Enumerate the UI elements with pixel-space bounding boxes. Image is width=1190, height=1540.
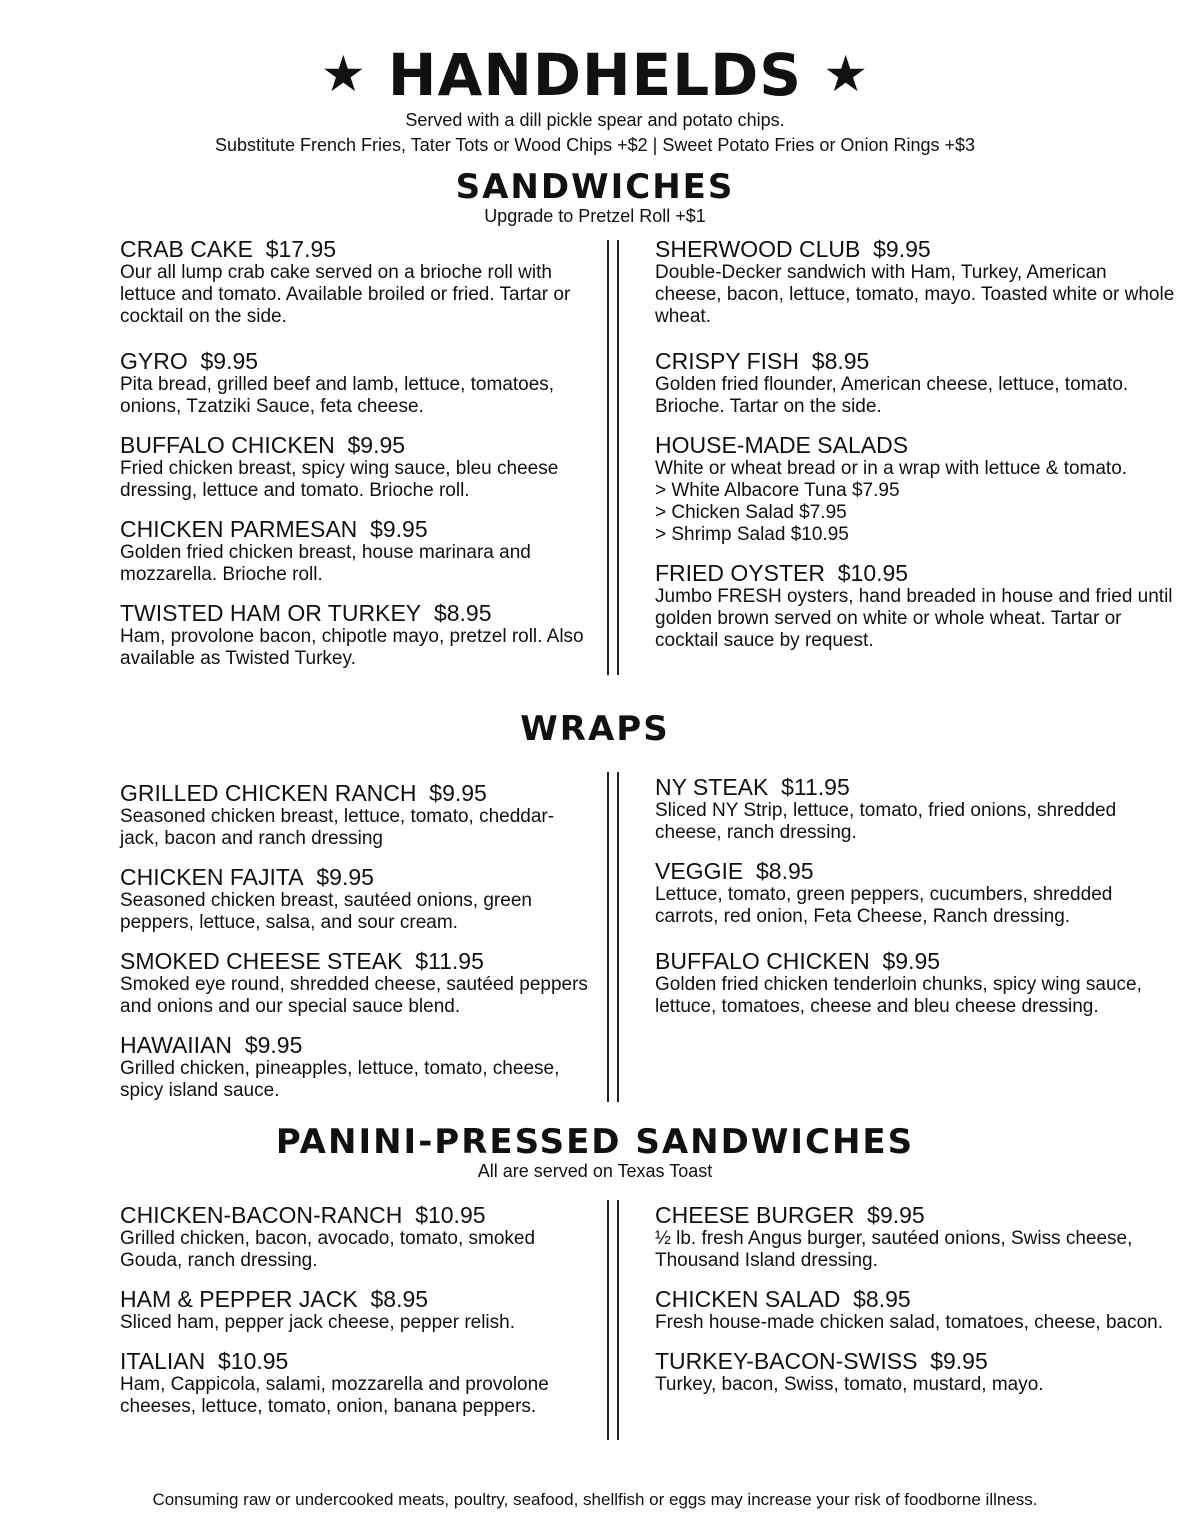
menu-item <box>655 432 1175 546</box>
menu-item <box>655 560 1175 652</box>
item-price: $9.95 <box>429 780 487 806</box>
item-description: Double-Decker sandwich with Ham, Turkey, American cheese, bacon, lettuce, tomato, mayo. Toasted white or whole wheat. <box>655 262 1175 327</box>
item-description: Seasoned chicken breast, lettuce, tomato, cheddar-jack, bacon and ranch dressing <box>120 806 555 849</box>
item-description <box>655 458 1175 546</box>
item-name: BUFFALO CHICKEN <box>655 948 870 974</box>
item-description: Ham, Cappicola, salami, mozzarella and provolone cheeses, lettuce, tomato, onion, banana peppers. <box>120 1374 549 1417</box>
section-title-wraps: WRAPS <box>520 709 670 749</box>
item-heading <box>655 774 1175 800</box>
item-name: CHICKEN FAJITA <box>120 864 304 890</box>
item-heading <box>120 432 590 458</box>
menu-item <box>120 1202 590 1272</box>
item-description: Jumbo FRESH oysters, hand breaded in house and fried until golden brown served on white or whole wheat. Tartar or cocktail sauce by request. <box>655 586 1173 651</box>
item-description: Ham, provolone bacon, chipotle mayo, pretzel roll. Also available as Twisted Turkey. <box>120 626 584 669</box>
item-price: $17.95 <box>265 236 337 262</box>
menu-item <box>655 236 1175 328</box>
menu-item <box>120 600 590 670</box>
item-name: TWISTED HAM OR TURKEY <box>120 600 422 626</box>
item-name: SHERWOOD CLUB <box>655 236 861 262</box>
item-heading <box>655 1348 1175 1374</box>
menu-item <box>120 864 590 934</box>
item-name: BUFFALO CHICKEN <box>120 432 335 458</box>
item-description: Sliced NY Strip, lettuce, tomato, fried onions, shredded cheese, ranch dressing. <box>655 800 1117 843</box>
menu-item <box>655 774 1175 844</box>
item-name: HAM & PEPPER JACK <box>120 1286 358 1312</box>
substitution-note: Substitute French Fries, Tater Tots or Wood Chips +$2 | Sweet Potato Fries or Onion Rings +$3 <box>214 135 976 155</box>
wraps-left-column <box>120 780 590 1116</box>
item-price: $10.95 <box>837 560 909 586</box>
item-description: Our all lump crab cake served on a brioche roll with lettuce and tomato. Available broiled or fried. Tartar or cocktail on the side. <box>120 262 571 327</box>
menu-item <box>120 1348 590 1418</box>
menu-item <box>655 1286 1175 1334</box>
item-heading <box>655 1286 1175 1312</box>
item-description: Lettuce, tomato, green peppers, cucumbers, shredded carrots, red onion, Feta Cheese, Ranch dressing. <box>655 884 1113 927</box>
page-title <box>0 41 1190 109</box>
item-description-text: White or wheat bread or in a wrap with lettuce & tomato. <box>655 458 1128 479</box>
section-subtitle-sandwiches: Upgrade to Pretzel Roll +$1 <box>484 206 706 226</box>
item-description: Pita bread, grilled beef and lamb, lettuce, tomatoes, onions, Tzatziki Sauce, feta cheese. <box>120 374 555 417</box>
column-divider <box>607 772 619 1102</box>
item-description: Grilled chicken, pineapples, lettuce, tomato, cheese, spicy island sauce. <box>120 1058 560 1101</box>
menu-item <box>120 780 590 850</box>
item-heading <box>120 1032 590 1058</box>
sandwiches-right-column <box>655 236 1175 666</box>
salad-option: > Shrimp Salad $10.95 <box>655 524 849 545</box>
item-price: $11.95 <box>781 774 850 800</box>
menu-item <box>655 858 1175 928</box>
item-name: CHICKEN PARMESAN <box>120 516 358 542</box>
item-heading <box>120 864 590 890</box>
menu-item <box>120 516 590 586</box>
item-price: $9.95 <box>867 1202 925 1228</box>
star-icon: ★ <box>320 45 367 103</box>
column-divider <box>607 1200 619 1440</box>
section-title-sandwiches: SANDWICHES <box>455 167 735 207</box>
panini-left-column <box>120 1202 590 1432</box>
item-name: HOUSE-MADE SALADS <box>655 432 909 458</box>
column-divider <box>607 240 619 675</box>
wraps-right-column <box>655 774 1175 1032</box>
item-description: ½ lb. fresh Angus burger, sautéed onions, Swiss cheese, Thousand Island dressing. <box>655 1228 1133 1271</box>
item-price: $9.95 <box>370 516 428 542</box>
item-name: CHEESE BURGER <box>655 1202 855 1228</box>
served-with-note: Served with a dill pickle spear and potato chips. <box>405 110 785 130</box>
item-price: $9.95 <box>882 948 941 974</box>
allergy-disclaimer: Consuming raw or undercooked meats, poultry, seafood, shellfish or eggs may increase your risk of foodborne illness. <box>152 1490 1038 1509</box>
item-price: $9.95 <box>873 236 931 262</box>
menu-item <box>120 348 590 418</box>
menu-item <box>120 1032 590 1102</box>
item-description: Seasoned chicken breast, sautéed onions, green peppers, lettuce, salsa, and sour cream. <box>120 890 532 933</box>
menu-item <box>655 1348 1175 1396</box>
item-price: $10.95 <box>415 1202 486 1228</box>
item-name: CHICKEN-BACON-RANCH <box>120 1202 403 1228</box>
item-price: $8.95 <box>433 600 492 626</box>
item-description: Smoked eye round, shredded cheese, sautéed peppers and onions and our special sauce blend. <box>120 974 588 1017</box>
star-icon: ★ <box>823 45 870 103</box>
item-heading <box>655 858 1175 884</box>
item-name: VEGGIE <box>655 858 744 884</box>
item-heading <box>120 1348 590 1374</box>
menu-item <box>120 432 590 502</box>
title-text: HANDHELDS <box>387 41 803 109</box>
item-name: CRAB CAKE <box>120 236 253 262</box>
item-name: NY STEAK <box>655 774 769 800</box>
item-name: SMOKED CHEESE STEAK <box>120 948 403 974</box>
item-name: ITALIAN <box>120 1348 206 1374</box>
menu-item <box>120 1286 590 1334</box>
item-description: Turkey, bacon, Swiss, tomato, mustard, mayo. <box>655 1374 1044 1395</box>
salad-option: > White Albacore Tuna $7.95 <box>655 480 900 501</box>
section-subtitle-panini: All are served on Texas Toast <box>477 1161 713 1181</box>
menu-item <box>120 236 590 328</box>
item-heading <box>120 948 590 974</box>
item-price: $8.95 <box>853 1286 911 1312</box>
item-name: HAWAIIAN <box>120 1032 233 1058</box>
item-price: $8.95 <box>811 348 870 374</box>
panini-right-column <box>655 1202 1175 1410</box>
item-heading <box>655 236 1175 262</box>
item-price: $9.95 <box>930 1348 988 1374</box>
item-description: Fried chicken breast, spicy wing sauce, bleu cheese dressing, lettuce and tomato. Brioche roll. <box>120 458 559 501</box>
item-price: $9.95 <box>200 348 259 374</box>
item-price: $9.95 <box>316 864 374 890</box>
item-heading <box>120 236 590 262</box>
item-description: Golden fried chicken breast, house marinara and mozzarella. Brioche roll. <box>120 542 531 585</box>
menu-item <box>655 948 1175 1018</box>
item-price: $10.95 <box>218 1348 289 1374</box>
item-name: GYRO <box>120 348 188 374</box>
item-price: $9.95 <box>244 1032 303 1058</box>
item-heading <box>120 516 590 542</box>
section-title-panini: PANINI-PRESSED SANDWICHES <box>275 1122 915 1162</box>
item-heading <box>120 1202 590 1228</box>
item-heading <box>120 348 590 374</box>
sandwiches-left-column <box>120 236 590 684</box>
item-name: TURKEY-BACON-SWISS <box>655 1348 918 1374</box>
item-price: $8.95 <box>370 1286 429 1312</box>
menu-item <box>120 948 590 1018</box>
item-heading <box>120 780 590 806</box>
item-price: $8.95 <box>755 858 814 884</box>
item-description: Grilled chicken, bacon, avocado, tomato, smoked Gouda, ranch dressing. <box>120 1228 536 1271</box>
item-name: CRISPY FISH <box>655 348 799 374</box>
salad-option: > Chicken Salad $7.95 <box>655 502 847 523</box>
item-description: Golden fried chicken tenderloin chunks, spicy wing sauce, lettuce, tomatoes, cheese and bleu cheese dressing. <box>655 974 1142 1017</box>
item-price: $9.95 <box>347 432 406 458</box>
item-description: Fresh house-made chicken salad, tomatoes, cheese, bacon. <box>655 1312 1164 1333</box>
item-heading <box>655 1202 1175 1228</box>
item-heading <box>655 432 1175 458</box>
item-heading <box>655 348 1175 374</box>
menu-item <box>655 1202 1175 1272</box>
item-heading <box>120 600 590 626</box>
item-name: FRIED OYSTER <box>655 560 825 586</box>
item-price: $11.95 <box>415 948 484 974</box>
item-description: Sliced ham, pepper jack cheese, pepper relish. <box>120 1312 516 1333</box>
menu-item <box>655 348 1175 418</box>
item-heading <box>655 948 1175 974</box>
item-description: Golden fried flounder, American cheese, lettuce, tomato. Brioche. Tartar on the side. <box>655 374 1129 417</box>
item-name: GRILLED CHICKEN RANCH <box>120 780 417 806</box>
item-heading <box>655 560 1175 586</box>
item-name: CHICKEN SALAD <box>655 1286 841 1312</box>
item-heading <box>120 1286 590 1312</box>
